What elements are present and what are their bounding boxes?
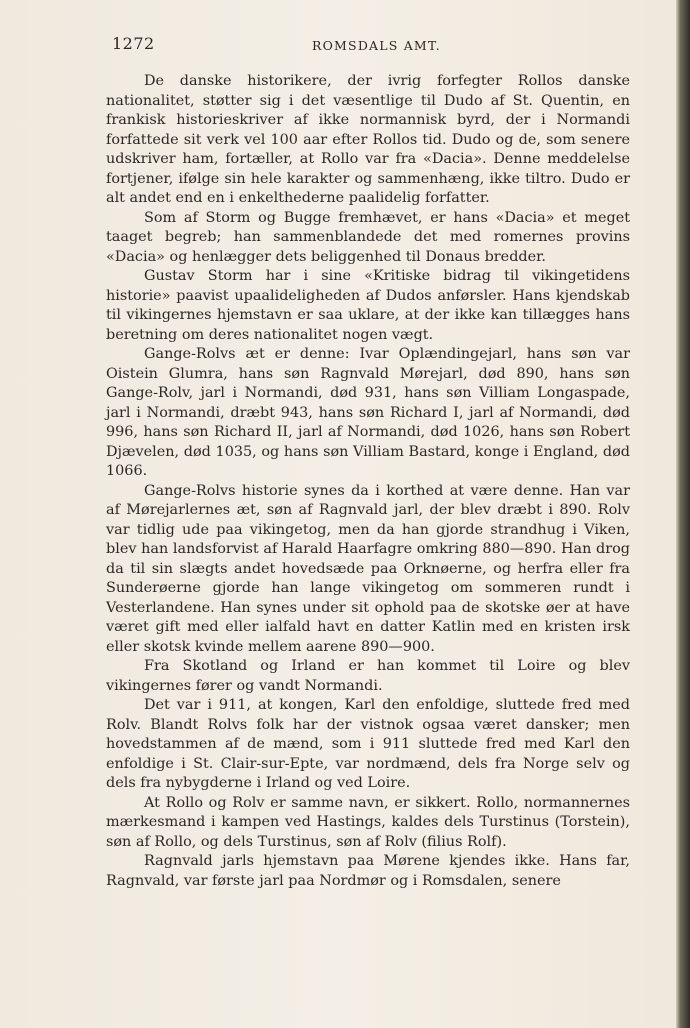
paragraph-gustav-storm: Gustav Storm har i sine «Kritiske bidrag til vikingetidens historie» paavist upaalideligheden af Dudos anførsler. Hans kjendskab til vikingernes hjemstavn er saa uklare, at der ikke kan tillægges hans beretning om deres nationalitet nogen vægt. bbox=[106, 268, 630, 343]
paragraph-rolv-history: Gange-Rolvs historie synes da i korthed at være denne. Han var af Mørejarlernes æt, søn af Ragnvald jarl, der blev dræbt i 890. Rolv var tidlig ude paa vikingetog, men da han gjorde strandhug i Viken, blev han landsforvist af Harald Haarfagre omkring 880—890. Han drog da til sin slægts andet hovedsæde paa Orknøerne, og herfra eller fra Sunderøerne gjorde han lange vikingetog om sommeren rundt i Vesterlandene. Han synes under sit ophold paa de skotske øer at have været gift med eller ialfald havt en datter Katlin med en kristen irsk eller skotsk kvinde mellem aarene 890—900. bbox=[106, 482, 630, 655]
paragraph-loire: Fra Skotland og Irland er han kommet til Loire og blev vikingernes fører og vandt Normandi. bbox=[106, 658, 630, 694]
paragraph-dacia-concept: Som af Storm og Bugge fremhævet, er hans «Dacia» et meget taaget begreb; han sammenblandede det med romernes provins «Dacia» og henlægger dets beliggenhed til Donaus bredder. bbox=[106, 209, 630, 265]
paragraph-genealogy: Gange-Rolvs æt er denne: Ivar Oplændingejarl, hans søn var Oistein Glumra, hans søn Ragnvald Mørejarl, død 890, hans søn Gange-Rolv, jarl i Normandi, død 931, hans søn Villiam Longaspade, jarl i Normandi, dræbt 943, hans søn Richard I, jarl af Normandi, død 996, hans søn Richard II, jarl af Normandi, død 1026, hans søn Robert Djævelen, død 1035, og hans søn Villiam Bastard, konge i England, død 1066. bbox=[106, 346, 630, 479]
page-edge-shadow bbox=[676, 0, 690, 1028]
paragraph-rollo-rolv-name: At Rollo og Rolv er samme navn, er sikkert. Rollo, normannernes mærkesmand i kampen ved Hastings, kaldes dels Turstinus (Torstein), søn af Rollo, og dels Turstinus, søn af Rolv (filius Rolf). bbox=[106, 794, 630, 850]
body-text bbox=[106, 72, 630, 891]
paragraph-ragnvald: Ragnvald jarls hjemstavn paa Mørene kjendes ikke. Hans far, Ragnvald, var første jarl paa Nordmør og i Romsdalen, senere bbox=[106, 853, 630, 889]
paragraph-peace-911: Det var i 911, at kongen, Karl den enfoldige, sluttede fred med Rolv. Blandt Rolvs folk har der vistnok ogsaa været dansker; men hovedstammen af de mænd, som i 911 sluttede fred med Karl den enfoldige i St. Clair-sur-Epte, var nordmænd, dels fra Norge selv og dels fra nybygderne i Irland og ved Loire. bbox=[106, 697, 630, 791]
page-number: 1272 bbox=[112, 34, 155, 53]
running-head: ROMSDALS AMT. bbox=[312, 38, 441, 53]
paragraph-danish-historians: De danske historikere, der ivrig forfegter Rollos danske nationalitet, støtter sig i det væsentlige til Dudo af St. Quentin, en frankisk historieskriver af ikke normannisk byrd, der i Normandi forfattede sit verk vel 100 aar efter Rollos tid. Dudo og de, som senere udskriver ham, fortæller, at Rollo var fra «Dacia». Denne meddelelse fortjener, ifølge sin hele karakter og sammenhæng, ikke tiltro. Dudo er alt andet end en i enkelthederne paalidelig forfatter. bbox=[106, 73, 630, 206]
